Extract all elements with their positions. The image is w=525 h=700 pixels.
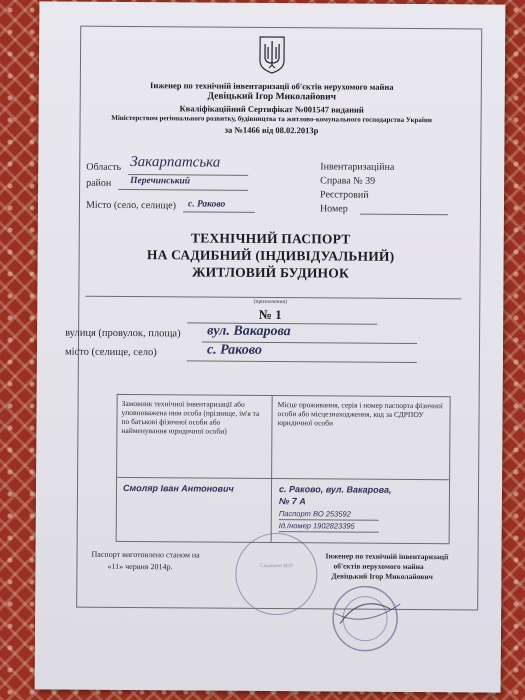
coat-of-arms-icon xyxy=(257,35,287,75)
oblast-value: Закарпатська xyxy=(130,154,221,171)
inventory-label: Інвентаризаційна xyxy=(320,161,395,173)
engineer-signature-name: Девіцький Ігор Миколайович xyxy=(331,571,433,582)
oblast-label: Область xyxy=(86,161,122,173)
technical-passport-page xyxy=(35,1,506,692)
owner-id-number: Ід./номер 1902823395 xyxy=(278,521,355,531)
engineer-title: Інженер по технічній інвентаризації об'єктів нерухомого майна xyxy=(150,80,394,92)
customer-table xyxy=(116,394,451,544)
engineer-signature-title: Інженер по технічній інвентаризації xyxy=(325,551,449,562)
id-underline xyxy=(279,531,379,533)
raion-value: Перечинський xyxy=(130,176,191,187)
owner-passport: Паспорт ВО 253592 xyxy=(278,509,351,519)
document-title-line1: ТЕХНІЧНИЙ ПАСПОРТ xyxy=(190,230,351,247)
street-label: вулиця (провулок, площа) xyxy=(65,327,181,340)
passport-date: «11» червня 2014р. xyxy=(107,561,173,572)
owner-name: Смоляр Іван Антонович xyxy=(122,482,234,494)
table-divider xyxy=(271,396,273,542)
city-label: місто (селище, село) xyxy=(64,346,157,359)
case-number: Справа № 39 xyxy=(320,175,376,187)
official-seal xyxy=(310,583,420,654)
passport-date-label: Паспорт виготовлено станом на xyxy=(91,549,200,560)
table-header-divider xyxy=(117,477,449,480)
number-label: Номер xyxy=(319,203,348,215)
owner-address-line2: № 7 А xyxy=(278,496,306,507)
engineer-name: Девіцький Ігор Миколайович xyxy=(207,91,337,103)
street-value: вул. Вакарова xyxy=(207,323,291,340)
certificate-number: Кваліфікаційний Сертифікат №001547 виданий xyxy=(179,103,364,115)
table-head-residence: Місце проживання, серія і номер паспорта фізичної особи або місцезнаходження, код за СДРПОУ юридичної особи xyxy=(277,400,443,428)
certificate-date: за №1466 від 08.02.2013р xyxy=(224,124,319,136)
purpose-caption: (призначення) xyxy=(253,298,287,306)
stamp-label: Свідоцтво М/П xyxy=(260,563,293,570)
register-label: Реєстровий xyxy=(320,189,369,201)
misto-value: с. Раково xyxy=(187,199,226,210)
city-value: с. Раково xyxy=(206,342,262,358)
house-number: № 1 xyxy=(258,306,282,323)
document-title-line2: НА САДИБНИЙ (ІНДИВІДУАЛЬНИЙ) xyxy=(146,247,395,264)
document-title-line3: ЖИТЛОВИЙ БУДИНОК xyxy=(192,264,350,281)
table-head-customer: Замовник технічної інвентаризації або уповноважена ним особа (прізвище, ім'я та по батькові фізичної особи або найменування юридичної особи) xyxy=(121,398,260,436)
inspector-stamp xyxy=(235,533,318,616)
engineer-signature-subtitle: об'єктів нерухомого майна xyxy=(333,561,424,572)
misto-label: Місто (село, селище) xyxy=(85,199,177,212)
certificate-issuer: Міністерством регіонального розвитку, будівництва та житлово-комунального господарства України xyxy=(111,113,432,125)
owner-address-line1: с. Раково, вул. Вакарова, xyxy=(278,484,392,495)
raion-label: район xyxy=(86,177,112,189)
